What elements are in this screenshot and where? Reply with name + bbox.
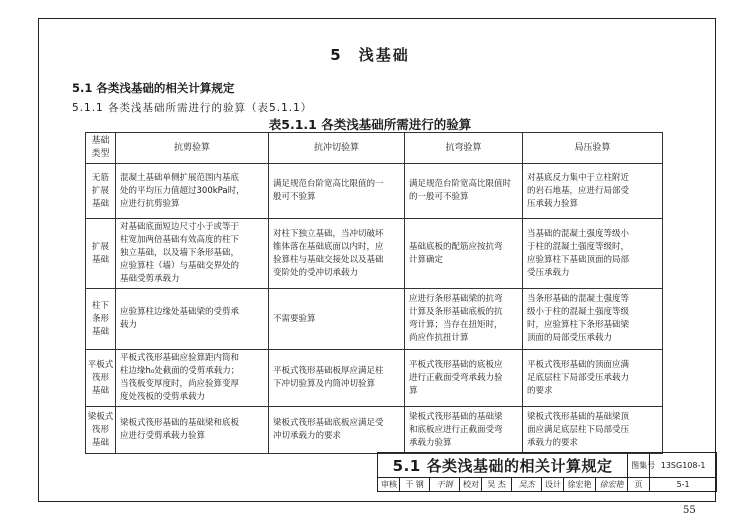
chapter-title: 浅基础: [358, 46, 410, 64]
cell-text-line: 算: [409, 385, 418, 396]
cell-text-line: 尚应作抗扭计算: [409, 333, 469, 343]
cell-text-line: 平板式筏形基础板厚应满足柱: [273, 366, 384, 376]
cell-text-line: 对柱下独立基础，当冲切破坏: [273, 228, 384, 239]
cell-bend: [405, 350, 523, 407]
cell-text-line: 柱边缘h₀处截面的受剪承载力；: [120, 366, 240, 376]
designer-name: 徐宏艳: [564, 478, 596, 492]
table-caption: 表5.1.1 各类浅基础所需进行的验算: [268, 117, 472, 132]
cell-text-line: 计算及条形基础底板的抗: [409, 307, 503, 317]
header-punch: 抗冲切验算: [269, 133, 405, 164]
cell-type: [86, 164, 116, 219]
cell-text-line: 应进行条形基础梁的抗弯: [409, 294, 503, 304]
cell-text-line: 柱宽加两倍基础有效高度的柱下: [120, 235, 240, 245]
cell-text-line: 计算确定: [409, 254, 444, 265]
cell-text-line: 当条形基础的混凝土强度等: [527, 294, 630, 304]
cell-shear: [116, 350, 269, 407]
reviewer-name: 干 钢: [400, 478, 430, 492]
cell-text-line: 应进行受剪承载力验算: [120, 431, 206, 441]
page-number: 55: [683, 505, 696, 516]
cell-shear: [116, 219, 269, 289]
cell-shear: [116, 407, 269, 454]
cell-text-line: 般可不验算: [273, 192, 316, 202]
cell-text-line: 承载力验算: [409, 437, 452, 448]
cell-text-line: 度处筏板的受剪承载力: [120, 392, 206, 402]
cell-text-line: 筏形: [91, 424, 109, 435]
cell-punch: [269, 289, 405, 350]
cell-text-line: 压承载力验算: [527, 198, 579, 209]
cell-text-line: 混凝土基础单侧扩展范围内基底: [120, 172, 240, 183]
cell-text-line: 变阶处的受冲切承载力: [273, 267, 359, 278]
cell-shear: [116, 164, 269, 219]
cell-punch: [269, 164, 405, 219]
header-bend: 抗弯验算: [405, 133, 523, 164]
cell-text-line: 处的平均压力值超过300kPa时，: [120, 185, 245, 196]
cell-text-line: 平板式: [87, 359, 114, 370]
checker-signature: 吴杰: [512, 478, 542, 492]
cell-text-line: 基础: [91, 198, 109, 209]
table-header-row: [86, 133, 663, 164]
table-row: [86, 350, 663, 407]
cell-text-line: 的一般可不验算: [409, 192, 469, 202]
cell-text-line: 于柱的混凝土强度等级时，: [527, 241, 630, 252]
cell-text-line: 应进行抗剪验算: [120, 198, 180, 209]
cell-text-line: 弯计算；当存在扭矩时，: [409, 320, 503, 330]
cell-bend: [405, 164, 523, 219]
cell-punch: [269, 350, 405, 407]
cell-text-line: 应验算柱下基础顶面的局部: [527, 254, 630, 265]
cell-text-line: 进行正截面受弯承载力验: [409, 372, 503, 383]
table-row: [86, 219, 663, 289]
cell-text-line: 足底层柱下局部受压承载力: [527, 372, 630, 383]
cell-type: [86, 219, 116, 289]
cell-local: [523, 289, 663, 350]
cell-text-line: 独立基础，以及墙下条形基础，: [120, 248, 240, 258]
cell-text-line: 应验算柱边缘处基础梁的受剪承: [120, 307, 240, 317]
cell-text-line: 应验算柱（墙）与基础交界处的: [120, 261, 240, 271]
cell-text-line: 锥体落在基础底面以内时，应: [273, 241, 384, 252]
cell-text-line: 基础: [91, 326, 109, 337]
cell-type: [86, 407, 116, 454]
table-row: [86, 407, 663, 454]
review-label: 审核: [378, 478, 400, 492]
cell-text-line: 梁板式: [87, 411, 114, 422]
checker-name: 吴 杰: [482, 478, 512, 492]
cell-local: [523, 350, 663, 407]
table-row: [86, 164, 663, 219]
cell-text-line: 下冲切验算及内筒冲切验算: [273, 379, 376, 389]
cell-text-line: 筏形: [91, 372, 109, 383]
chapter-heading: [0, 44, 740, 65]
cell-text-line: 柱下: [91, 300, 109, 311]
cell-text-line: 梁板式筏形基础的基础梁顶: [527, 411, 630, 422]
cell-bend: [405, 219, 523, 289]
header-shear: 抗剪验算: [116, 133, 269, 164]
titleblock-title: 5.1 各类浅基础的相关计算规定: [378, 453, 628, 478]
cell-text-line: 面应满足底层柱下局部受压: [527, 424, 630, 435]
cell-type: [86, 289, 116, 350]
cell-text-line: 扩展: [91, 241, 109, 252]
cell-text-line: 基础底板的配筋应按抗弯: [409, 241, 503, 252]
cell-text-line: 梁板式筏形基础的基础梁和底板: [120, 418, 240, 428]
cell-text-line: 基础: [91, 385, 109, 396]
checks-table: [85, 132, 663, 454]
cell-text-line: 时，应验算柱下条形基础梁: [527, 320, 630, 330]
page-code: 5-1: [650, 478, 717, 492]
cell-text-line: 满足规范台阶宽高比限值的一: [273, 179, 384, 189]
cell-type: [86, 350, 116, 407]
cell-text-line: 验算柱与基础交接处以及基础: [273, 254, 384, 265]
header-local: 局压验算: [523, 133, 663, 164]
cell-text-line: 的岩石地基，应进行局部受: [527, 185, 630, 196]
cell-punch: [269, 219, 405, 289]
cell-text-line: 顶面的局部受压承载力: [527, 333, 613, 343]
designer-signature: 徐宏艳: [596, 478, 628, 492]
check-label: 校对: [460, 478, 482, 492]
cell-text-line: 承载力的要求: [527, 437, 579, 448]
cell-text-line: 满足规范台阶宽高比限值时: [409, 179, 512, 189]
section-title: 5.1 各类浅基础的相关计算规定: [72, 81, 235, 95]
cell-local: [523, 164, 663, 219]
cell-text-line: 基础: [91, 437, 109, 448]
cell-text-line: 对基础底面短边尺寸小于或等于: [120, 222, 240, 232]
subsection-text: 5.1.1 各类浅基础所需进行的验算（表5.1.1）: [72, 102, 313, 114]
cell-text-line: 载力: [120, 320, 138, 330]
cell-text-line: 平板式筏形基础应验算距内筒和: [120, 353, 240, 363]
design-label: 设计: [542, 478, 564, 492]
cell-text-line: 平板式筏形基础的底板应: [409, 359, 503, 370]
cell-text-line: 当筏板变厚度时，尚应验算变厚: [120, 379, 240, 389]
table-row: [86, 289, 663, 350]
cell-punch: [269, 407, 405, 454]
title-block: [377, 452, 717, 492]
cell-text-line: 基础受剪承载力: [120, 274, 180, 284]
cell-text-line: 平板式筏形基础的顶面应满: [527, 359, 630, 370]
header-type: 基础 类型: [86, 133, 116, 164]
atlas-label: 图集号: [628, 453, 650, 478]
cell-local: [523, 407, 663, 454]
cell-text-line: 无筋: [91, 172, 109, 183]
cell-text-line: 和底板应进行正截面受弯: [409, 424, 503, 435]
cell-text-line: 扩展: [91, 185, 109, 196]
reviewer-signature: 干钢: [430, 478, 460, 492]
cell-text-line: 当基础的混凝土强度等级小: [527, 228, 630, 239]
cell-text-line: 基础: [91, 254, 109, 265]
atlas-number: 13SG108-1: [650, 453, 717, 478]
cell-text-line: 级小于柱的混凝土强度等级: [527, 307, 630, 317]
cell-text-line: 梁板式筏形基础的基础梁: [409, 411, 503, 422]
cell-text-line: 的要求: [527, 385, 553, 396]
cell-shear: [116, 289, 269, 350]
cell-local: [523, 219, 663, 289]
chapter-number: 5: [330, 46, 343, 64]
cell-text-line: 冲切承载力的要求: [273, 431, 342, 441]
page-label: 页: [628, 478, 650, 492]
cell-bend: [405, 407, 523, 454]
cell-text-line: 受压承载力: [527, 267, 570, 278]
cell-text-line: 梁板式筏形基础底板应满足受: [273, 418, 384, 428]
cell-text-line: 条形: [91, 313, 109, 324]
cell-text-line: 不需要验算: [273, 313, 316, 324]
cell-text-line: 对基底反力集中于立柱附近: [527, 172, 630, 183]
cell-bend: [405, 289, 523, 350]
